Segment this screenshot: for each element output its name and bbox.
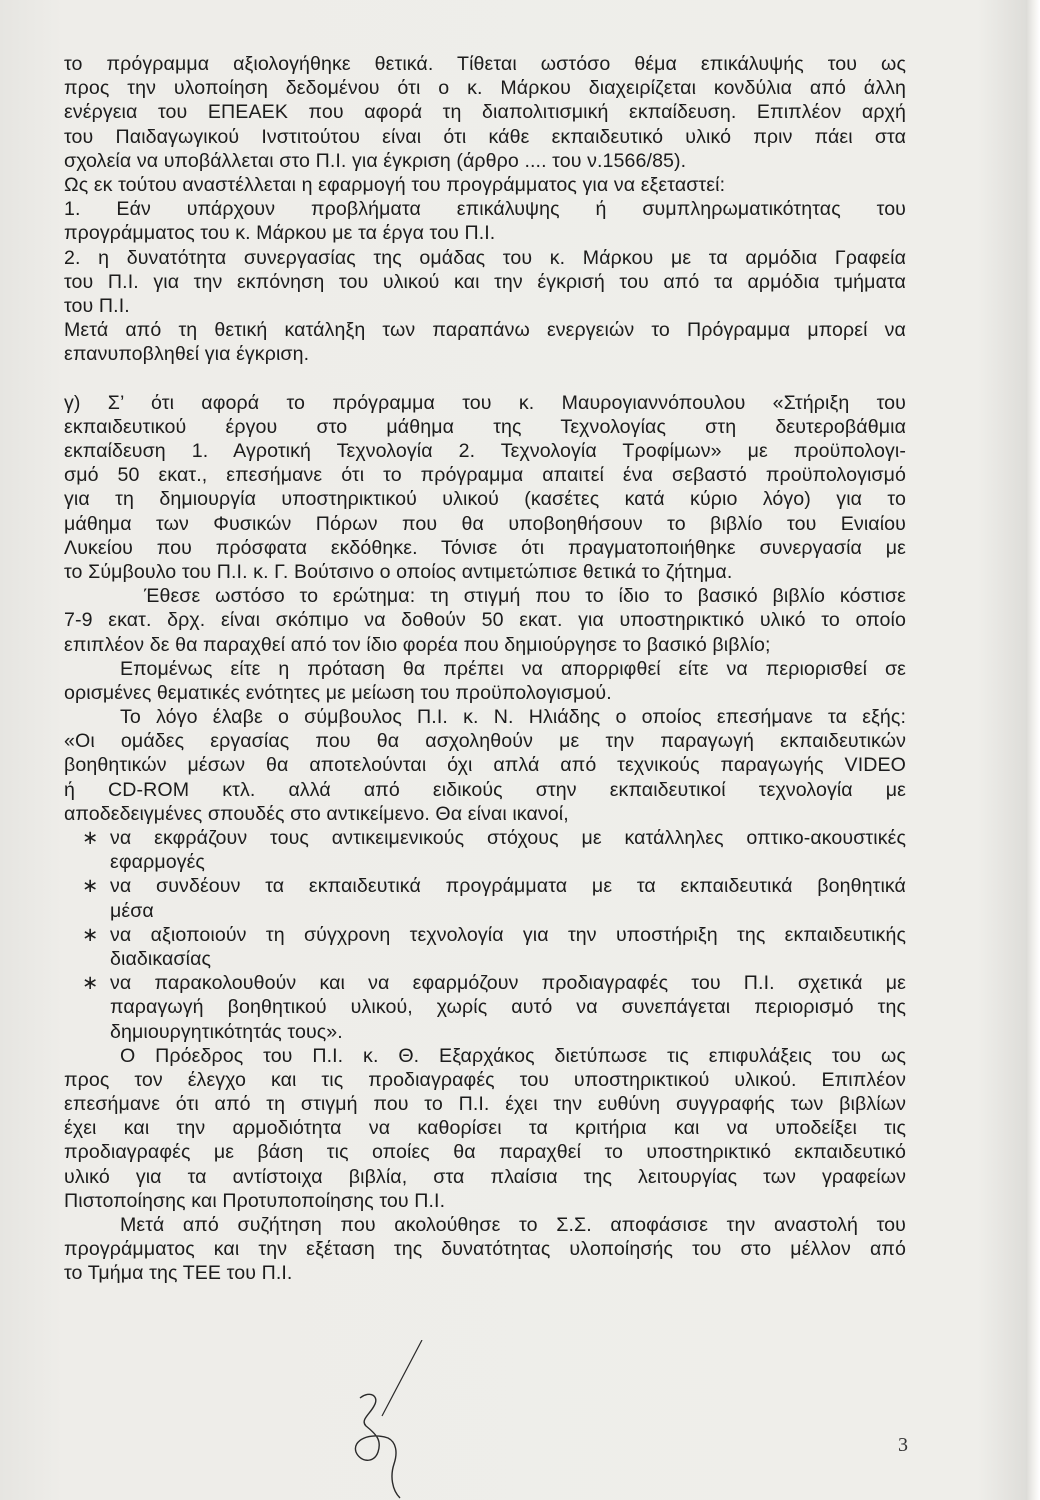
text-line (64, 415, 906, 439)
text-line (64, 1189, 906, 1213)
text-line (64, 850, 906, 874)
line-text: εκπαιδευτικού έργου στο μάθημα της Τεχνολογίας στη δευτεροβάθμια (64, 415, 906, 438)
line-text: Έθεσε ωστόσο το ερώτημα: τη στιγμή που το ίδιο το βασικό βιβλίο κόστισε (144, 585, 906, 608)
text-line (64, 342, 906, 366)
line-text: προγράμματος και την εξέταση της δυνατότητας υλοποίησής του στο μέλλον από (64, 1238, 906, 1261)
line-text: εκπαίδευση 1. Αγροτική Τεχνολογία 2. Τεχνολογία Τροφίμων» με προϋπολογι- (64, 440, 906, 462)
text-line (64, 947, 906, 971)
text-line (64, 995, 906, 1019)
text-line (64, 1140, 906, 1164)
line-text: Πιστοποίησης και Προτυποποίησης του Π.Ι. (64, 1189, 446, 1212)
text-line (64, 899, 906, 923)
text-line (64, 608, 906, 632)
text-line (64, 705, 906, 729)
line-text: του Παιδαγωγικού Ινστιτούτου είναι ότι κάθε εκπαιδευτικό υλικό πριν πάει στα (64, 125, 906, 148)
signature-mark (330, 1340, 450, 1500)
text-line (64, 173, 906, 197)
line-text: 1. Εάν υπάρχουν προβλήματα επικάλυψης ή συμπληρωματικότητας του (64, 198, 906, 221)
line-text: Επομένως είτε η πρόταση θα πρέπει να απορριφθεί είτε να περιορισθεί σε (120, 657, 906, 680)
line-text: διαδικασίας (110, 947, 212, 970)
text-line (64, 1116, 906, 1140)
text-line (64, 802, 906, 826)
line-text: Ο Πρόεδρος του Π.Ι. κ. Θ. Εξαρχάκος διετύπωσε τις επιφυλάξεις του ως (120, 1044, 906, 1067)
text-line (64, 536, 906, 560)
text-line (64, 560, 906, 584)
text-line (64, 100, 906, 124)
line-text: έχει και την αρμοδιότητα να καθορίσει τα κριτήρια και να υποδείξει τις (64, 1117, 906, 1140)
text-line (64, 1213, 906, 1237)
line-text: προγράμματος του κ. Μάρκου με τα έργα του Π.Ι. (64, 222, 496, 245)
line-text: εφαρμογές (110, 851, 205, 874)
line-text: υλικό για τα αντίστοιχα βιβλία, στα πλαίσια της λειτουργίας των γραφείων (64, 1165, 906, 1188)
text-line (64, 76, 906, 100)
text-line (64, 778, 906, 802)
text-line (64, 633, 906, 657)
document-body (64, 52, 906, 1286)
line-text: αποδεδειγμένες σπουδές στο αντικείμενο. Θα είναι ικανοί, (64, 802, 569, 825)
line-text: προς την υλοποίηση δεδομένου ότι ο κ. Μάρκου διαχειρίζεται κονδύλια από άλλη (64, 77, 906, 100)
line-text: Μετά από συζήτηση που ακολούθησε το Σ.Σ. αποφάσισε την αναστολή του (120, 1214, 906, 1236)
line-text: σχολεία να υποβάλλεται στο Π.Ι. για έγκριση (άρθρο .... του ν.1566/85). (64, 149, 687, 172)
text-line (64, 246, 906, 270)
line-text: Ως εκ τούτου αναστέλλεται η εφαρμογή του προγράμματος για να εξεταστεί: (64, 173, 726, 196)
text-line (64, 463, 906, 487)
line-text: να αξιοποιούν τη σύγχρονη τεχνολογία για την υποστήριξη της εκπαιδευτικής (110, 923, 906, 946)
line-text: για τη δημιουργία υποστηρικτικού υλικού (κασέτες κατά κύριο λόγο) για το (64, 488, 906, 511)
text-line (64, 657, 906, 681)
line-text: μάθημα των Φυσικών Πόρων που θα υποβοηθήσουν το βιβλίο του Ενιαίου (64, 512, 906, 535)
text-line (64, 1165, 906, 1189)
line-text: 2. η δυνατότητα συνεργασίας της ομάδας του κ. Μάρκου με τα αρμόδια Γραφεία (64, 246, 906, 269)
text-line (64, 149, 906, 173)
text-line (64, 318, 906, 342)
line-text: Μετά από τη θετική κατάληξη των παραπάνω ενεργειών το Πρόγραμμα μπορεί να (64, 319, 906, 342)
text-line (64, 294, 906, 318)
line-text: σμό 50 εκατ., επεσήμανε ότι το πρόγραμμα απαιτεί ένα σεβαστό προϋπολογισμό (64, 464, 906, 487)
line-text: «Οι ομάδες εργασίας που θα ασχοληθούν με την παραγωγή εκπαιδευτικών (64, 730, 906, 753)
text-line (64, 753, 906, 777)
text-line (64, 391, 906, 415)
page-number: 3 (898, 1434, 908, 1456)
page-edge (1026, 0, 1040, 1500)
line-text: παραγωγή βοηθητικού υλικού, χωρίς αυτό να συνεπάγεται περιορισμό της (110, 996, 906, 1019)
line-text: μέσα (110, 899, 154, 922)
blank-line (64, 366, 906, 390)
text-line (64, 584, 906, 608)
text-line (64, 874, 906, 898)
text-line (64, 52, 906, 76)
line-text: το Σύμβουλο του Π.Ι. κ. Γ. Βούτσινο ο οποίος αντιμετώπισε θετικά το ζήτημα. (64, 560, 733, 583)
line-text: του Π.Ι. (64, 294, 130, 317)
text-line (64, 1092, 906, 1116)
text-line (64, 125, 906, 149)
line-text: να συνδέουν τα εκπαιδευτικά προγράμματα με τα εκπαιδευτικά βοηθητικά (110, 875, 906, 898)
text-line (64, 270, 906, 294)
line-text: του Π.Ι. για την εκπόνηση του υλικού και την έγκρισή του από τα αρμόδια τμήματα (64, 270, 906, 293)
text-line (64, 1068, 906, 1092)
line-text: το πρόγραμμα αξιολογήθηκε θετικά. Τίθεται ωστόσο θέμα επικάλυψής του ως (64, 53, 906, 75)
line-text: δημιουργητικότητάς τους». (110, 1020, 343, 1043)
line-text: επιπλέον δε θα παραχθεί από τον ίδιο φορέα που δημιούργησε το βασικό βιβλίο; (64, 633, 771, 656)
bullet-icon: ∗ (82, 972, 99, 995)
line-text: προδιαγραφές με βάση τις οποίες θα παραχθεί το υποστηρικτικό εκπαιδευτικό (64, 1141, 906, 1164)
line-text: Το λόγο έλαβε ο σύμβουλος Π.Ι. κ. Ν. Ηλιάδης ο οποίος επεσήμανε τα εξής: (120, 706, 906, 729)
bullet-icon: ∗ (82, 875, 99, 898)
bullet-icon: ∗ (82, 923, 99, 946)
text-line (64, 681, 906, 705)
text-line (64, 826, 906, 850)
line-text: 7-9 εκατ. δρχ. είναι σκόπιμο να δοθούν 50 εκατ. για υποστηρικτικό υλικό το οποίο (64, 609, 906, 632)
text-line (64, 923, 906, 947)
text-line (64, 439, 906, 463)
text-line (64, 512, 906, 536)
line-text: βοηθητικών μέσων θα αποτελούνται όχι απλά από τεχνικούς παραγωγής VIDEO (64, 754, 906, 777)
text-line (64, 487, 906, 511)
text-line (64, 197, 906, 221)
text-line (64, 1044, 906, 1068)
line-text: ενέργεια του ΕΠΕΑΕΚ που αφορά τη διαπολιτισμική εκπαίδευση. Επιπλέον αρχή (64, 101, 906, 124)
text-line (64, 729, 906, 753)
line-text: Λυκείου που πρόσφατα εκδόθηκε. Τόνισε ότι πραγματοποιήθηκε συνεργασία με (64, 536, 906, 559)
line-text: προς τον έλεγχο και τις προδιαγραφές του υποστηρικτικού υλικού. Επιπλέον (64, 1068, 906, 1091)
text-line (64, 1261, 906, 1285)
text-line (64, 221, 906, 245)
line-text: γ) Σ’ ότι αφορά το πρόγραμμα του κ. Μαυρογιαννόπουλου «Στήριξη του (64, 391, 906, 414)
line-text: να παρακολουθούν και να εφαρμόζουν προδιαγραφές του Π.Ι. σχετικά με (110, 972, 906, 995)
text-line (64, 1020, 906, 1044)
line-text: επεσήμανε ότι από τη στιγμή που το Π.Ι. έχει την ευθύνη συγγραφής των βιβλίων (64, 1093, 906, 1116)
line-text: ορισμένες θεματικές ενότητες με μείωση του προϋπολογισμού. (64, 681, 612, 704)
text-line (64, 1237, 906, 1261)
line-text: το Τμήμα της ΤΕΕ του Π.Ι. (64, 1262, 293, 1285)
line-text: ή CD-ROM κτλ. αλλά από ειδικούς στην εκπαιδευτικοί τεχνολογία με (64, 778, 906, 801)
line-text: επανυποβληθεί για έγκριση. (64, 343, 310, 366)
line-text: να εκφράζουν τους αντικειμενικούς στόχους με κατάλληλες οπτικο-ακουστικές (110, 827, 906, 849)
bullet-icon: ∗ (82, 827, 99, 849)
text-line (64, 971, 906, 995)
